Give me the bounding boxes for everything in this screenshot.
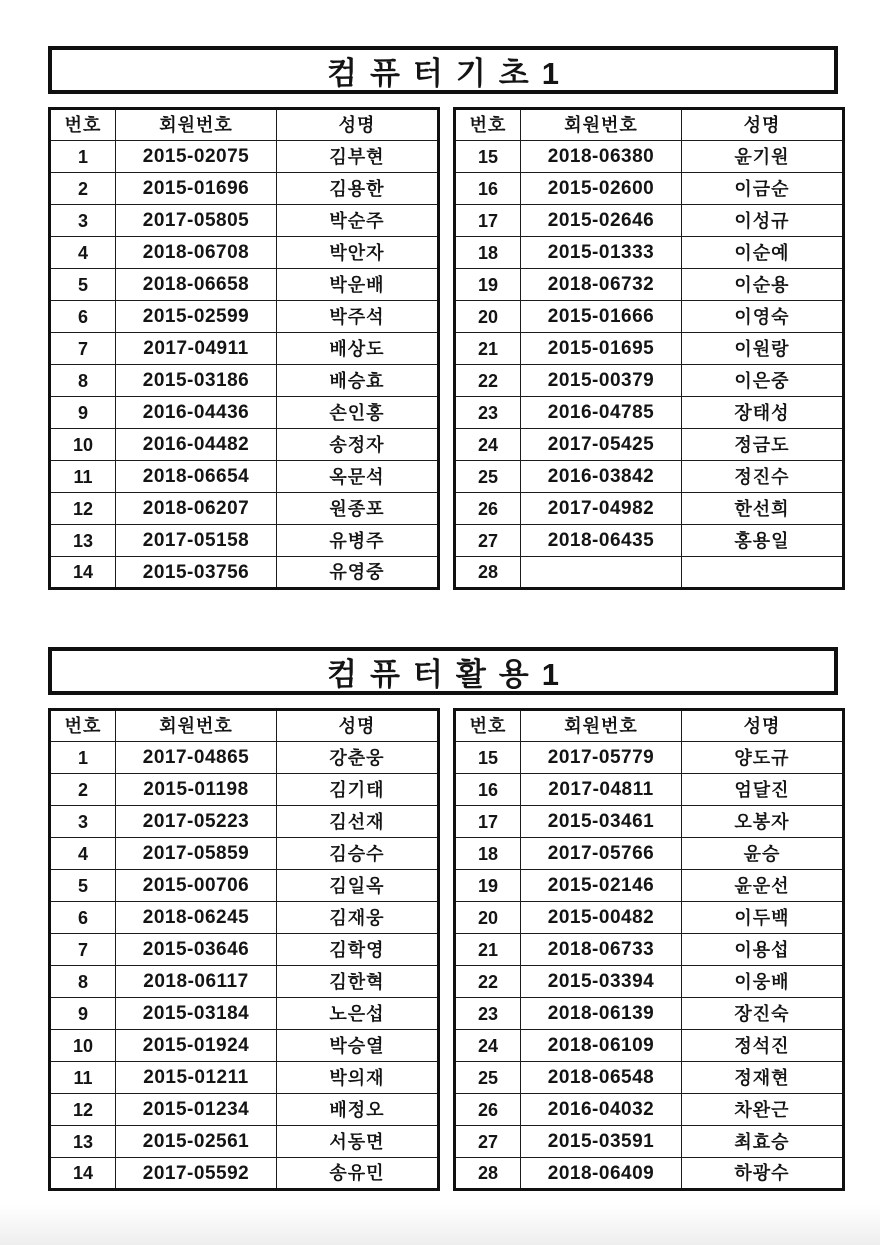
member-name-cell: 이순예 [682,237,844,269]
table-row [50,397,439,429]
member-id-cell: 2017-05805 [116,205,277,237]
member-name-cell: 하광수 [682,1158,844,1190]
scan-shadow [0,1205,880,1245]
member-id-cell: 2015-01696 [116,173,277,205]
member-name-cell: 강춘웅 [277,742,439,774]
roster-tables [48,107,838,590]
member-id-cell: 2015-02646 [521,205,682,237]
row-number-cell: 20 [455,301,521,333]
member-name-cell: 한선희 [682,493,844,525]
col-header-member-id: 회원번호 [521,710,682,742]
col-header-number: 번호 [50,710,116,742]
roster-table-left [48,708,440,1191]
member-id-cell: 2015-02075 [116,141,277,173]
table-row [455,934,844,966]
member-name-cell: 옥문석 [277,461,439,493]
member-id-cell: 2015-03591 [521,1126,682,1158]
row-number-cell: 15 [455,141,521,173]
member-name-cell: 윤기원 [682,141,844,173]
col-header-member-id: 회원번호 [116,710,277,742]
row-number-cell: 28 [455,557,521,589]
row-number-cell: 22 [455,966,521,998]
row-number-cell: 22 [455,365,521,397]
col-header-name: 성명 [277,710,439,742]
member-name-cell: 김선재 [277,806,439,838]
member-id-cell: 2017-04982 [521,493,682,525]
member-name-cell: 유병주 [277,525,439,557]
member-name-cell: 정금도 [682,429,844,461]
table-row [455,870,844,902]
table-row [455,333,844,365]
row-number-cell: 14 [50,557,116,589]
table-row [50,237,439,269]
member-name-cell: 김부현 [277,141,439,173]
member-name-cell: 이원랑 [682,333,844,365]
member-id-cell: 2018-06732 [521,269,682,301]
col-header-number: 번호 [50,109,116,141]
section-title-box [48,46,838,94]
member-id-cell: 2016-03842 [521,461,682,493]
row-number-cell: 21 [455,333,521,365]
member-name-cell: 김기태 [277,774,439,806]
table-row [455,1030,844,1062]
row-number-cell: 12 [50,1094,116,1126]
member-name-cell: 송정자 [277,429,439,461]
table-row [455,806,844,838]
member-id-cell: 2017-05592 [116,1158,277,1190]
member-id-cell: 2018-06435 [521,525,682,557]
table-row [50,934,439,966]
member-name-cell: 김한혁 [277,966,439,998]
table-row [455,525,844,557]
member-name-cell: 서동면 [277,1126,439,1158]
row-number-cell: 15 [455,742,521,774]
member-name-cell: 박운배 [277,269,439,301]
member-name-cell: 김학영 [277,934,439,966]
roster-tables [48,708,838,1191]
member-id-cell: 2016-04032 [521,1094,682,1126]
col-header-member-id: 회원번호 [521,109,682,141]
member-name-cell: 정재현 [682,1062,844,1094]
member-name-cell: 정진수 [682,461,844,493]
member-name-cell: 차완근 [682,1094,844,1126]
section-computer-basics-1 [48,46,838,590]
row-number-cell: 17 [455,205,521,237]
row-number-cell: 19 [455,870,521,902]
member-id-cell: 2015-02599 [116,301,277,333]
row-number-cell: 27 [455,525,521,557]
member-name-cell: 노은섭 [277,998,439,1030]
table-row [455,838,844,870]
row-number-cell: 1 [50,141,116,173]
row-number-cell: 8 [50,365,116,397]
member-id-cell: 2015-00482 [521,902,682,934]
member-id-cell: 2015-03186 [116,365,277,397]
table-row [50,557,439,589]
table-row [455,557,844,589]
row-number-cell: 27 [455,1126,521,1158]
table-row [455,1126,844,1158]
row-number-cell: 21 [455,934,521,966]
row-number-cell: 11 [50,1062,116,1094]
member-name-cell: 박순주 [277,205,439,237]
table-row [50,525,439,557]
member-id-cell: 2018-06109 [521,1030,682,1062]
member-name-cell: 윤운선 [682,870,844,902]
row-number-cell: 17 [455,806,521,838]
row-number-cell: 14 [50,1158,116,1190]
table-row [455,365,844,397]
member-id-cell: 2016-04482 [116,429,277,461]
row-number-cell: 3 [50,205,116,237]
member-name-cell: 김일옥 [277,870,439,902]
member-name-cell: 엄달진 [682,774,844,806]
table-row [455,742,844,774]
member-id-cell: 2015-03184 [116,998,277,1030]
member-id-cell: 2018-06654 [116,461,277,493]
member-name-cell: 오봉자 [682,806,844,838]
member-id-cell: 2017-05158 [116,525,277,557]
member-name-cell [682,557,844,589]
member-id-cell: 2016-04785 [521,397,682,429]
member-name-cell: 손인홍 [277,397,439,429]
table-row [455,269,844,301]
member-name-cell: 양도규 [682,742,844,774]
table-row [455,493,844,525]
section-title: 컴퓨터활용1 [327,656,572,692]
col-header-name: 성명 [682,109,844,141]
member-name-cell: 박의재 [277,1062,439,1094]
table-row [50,461,439,493]
member-name-cell: 이성규 [682,205,844,237]
member-id-cell: 2016-04436 [116,397,277,429]
table-row [50,429,439,461]
member-id-cell: 2015-01333 [521,237,682,269]
member-id-cell: 2015-03461 [521,806,682,838]
member-name-cell: 배승효 [277,365,439,397]
col-header-number: 번호 [455,109,521,141]
table-row [455,902,844,934]
member-id-cell: 2018-06409 [521,1158,682,1190]
table-row [50,269,439,301]
member-name-cell: 이영숙 [682,301,844,333]
table-row [455,205,844,237]
col-header-name: 성명 [277,109,439,141]
row-number-cell: 16 [455,774,521,806]
row-number-cell: 24 [455,1030,521,1062]
table-row [50,1094,439,1126]
table-row [50,205,439,237]
member-id-cell: 2015-01234 [116,1094,277,1126]
member-id-cell: 2015-00706 [116,870,277,902]
member-id-cell: 2015-01695 [521,333,682,365]
table-row [50,365,439,397]
row-number-cell: 5 [50,269,116,301]
member-name-cell: 장태성 [682,397,844,429]
member-id-cell: 2017-05766 [521,838,682,870]
member-id-cell [521,557,682,589]
table-row [50,1158,439,1190]
table-row [50,1062,439,1094]
member-id-cell: 2018-06139 [521,998,682,1030]
table-row [455,461,844,493]
member-name-cell: 김재웅 [277,902,439,934]
row-number-cell: 1 [50,742,116,774]
member-id-cell: 2015-01211 [116,1062,277,1094]
row-number-cell: 19 [455,269,521,301]
row-number-cell: 18 [455,838,521,870]
row-number-cell: 12 [50,493,116,525]
row-number-cell: 2 [50,173,116,205]
table-row [50,870,439,902]
member-id-cell: 2018-06708 [116,237,277,269]
table-row [455,173,844,205]
table-row [50,742,439,774]
row-number-cell: 4 [50,838,116,870]
row-number-cell: 2 [50,774,116,806]
member-id-cell: 2017-05223 [116,806,277,838]
row-number-cell: 20 [455,902,521,934]
member-id-cell: 2015-03756 [116,557,277,589]
row-number-cell: 4 [50,237,116,269]
table-row [50,774,439,806]
section-title: 컴퓨터기초1 [327,55,572,91]
header-row [455,710,844,742]
member-id-cell: 2015-03646 [116,934,277,966]
col-header-name: 성명 [682,710,844,742]
member-name-cell: 유영중 [277,557,439,589]
table-row [455,998,844,1030]
member-id-cell: 2018-06548 [521,1062,682,1094]
member-name-cell: 이두백 [682,902,844,934]
member-name-cell: 김용한 [277,173,439,205]
member-name-cell: 김승수 [277,838,439,870]
member-name-cell: 이순용 [682,269,844,301]
header-row [50,109,439,141]
table-row [455,1094,844,1126]
table-row [455,966,844,998]
row-number-cell: 6 [50,301,116,333]
row-number-cell: 10 [50,1030,116,1062]
roster-table-right [453,107,845,590]
member-id-cell: 2017-04865 [116,742,277,774]
col-header-number: 번호 [455,710,521,742]
table-row [455,774,844,806]
row-number-cell: 6 [50,902,116,934]
member-id-cell: 2018-06733 [521,934,682,966]
member-id-cell: 2018-06207 [116,493,277,525]
row-number-cell: 23 [455,397,521,429]
member-id-cell: 2018-06245 [116,902,277,934]
member-id-cell: 2017-04811 [521,774,682,806]
col-header-member-id: 회원번호 [116,109,277,141]
row-number-cell: 11 [50,461,116,493]
member-name-cell: 이웅배 [682,966,844,998]
member-id-cell: 2015-03394 [521,966,682,998]
table-row [50,902,439,934]
member-name-cell: 정석진 [682,1030,844,1062]
row-number-cell: 10 [50,429,116,461]
table-row [50,806,439,838]
row-number-cell: 9 [50,397,116,429]
member-id-cell: 2015-01924 [116,1030,277,1062]
row-number-cell: 26 [455,493,521,525]
table-row [455,1158,844,1190]
member-name-cell: 이용섭 [682,934,844,966]
member-id-cell: 2018-06658 [116,269,277,301]
row-number-cell: 13 [50,1126,116,1158]
table-row [455,237,844,269]
member-name-cell: 박안자 [277,237,439,269]
table-row [455,1062,844,1094]
member-name-cell: 원종포 [277,493,439,525]
member-name-cell: 배정오 [277,1094,439,1126]
row-number-cell: 28 [455,1158,521,1190]
member-name-cell: 박주석 [277,301,439,333]
member-id-cell: 2015-02146 [521,870,682,902]
row-number-cell: 16 [455,173,521,205]
table-row [50,173,439,205]
table-row [455,397,844,429]
member-name-cell: 장진숙 [682,998,844,1030]
table-row [455,301,844,333]
member-id-cell: 2017-04911 [116,333,277,365]
member-id-cell: 2015-00379 [521,365,682,397]
member-name-cell: 박승열 [277,1030,439,1062]
row-number-cell: 18 [455,237,521,269]
page-content [48,46,838,1191]
row-number-cell: 3 [50,806,116,838]
member-name-cell: 윤승 [682,838,844,870]
table-row [50,966,439,998]
table-row [455,429,844,461]
member-id-cell: 2015-01666 [521,301,682,333]
row-number-cell: 26 [455,1094,521,1126]
roster-table-right [453,708,845,1191]
table-row [50,998,439,1030]
member-name-cell: 배상도 [277,333,439,365]
member-name-cell: 이은중 [682,365,844,397]
member-id-cell: 2018-06117 [116,966,277,998]
row-number-cell: 23 [455,998,521,1030]
roster-table-left [48,107,440,590]
table-row [455,141,844,173]
row-number-cell: 25 [455,1062,521,1094]
table-row [50,1030,439,1062]
member-id-cell: 2015-01198 [116,774,277,806]
row-number-cell: 7 [50,333,116,365]
row-number-cell: 24 [455,429,521,461]
member-id-cell: 2015-02561 [116,1126,277,1158]
row-number-cell: 5 [50,870,116,902]
row-number-cell: 8 [50,966,116,998]
table-row [50,1126,439,1158]
row-number-cell: 9 [50,998,116,1030]
member-id-cell: 2015-02600 [521,173,682,205]
table-row [50,141,439,173]
section-title-box [48,647,838,695]
table-row [50,333,439,365]
member-name-cell: 최효승 [682,1126,844,1158]
header-row [455,109,844,141]
member-id-cell: 2017-05425 [521,429,682,461]
table-row [50,493,439,525]
table-row [50,838,439,870]
row-number-cell: 7 [50,934,116,966]
member-name-cell: 송유민 [277,1158,439,1190]
member-name-cell: 이금순 [682,173,844,205]
member-id-cell: 2017-05779 [521,742,682,774]
member-id-cell: 2017-05859 [116,838,277,870]
header-row [50,710,439,742]
section-computer-applications-1 [48,647,838,1191]
member-name-cell: 홍용일 [682,525,844,557]
row-number-cell: 13 [50,525,116,557]
member-id-cell: 2018-06380 [521,141,682,173]
table-row [50,301,439,333]
row-number-cell: 25 [455,461,521,493]
